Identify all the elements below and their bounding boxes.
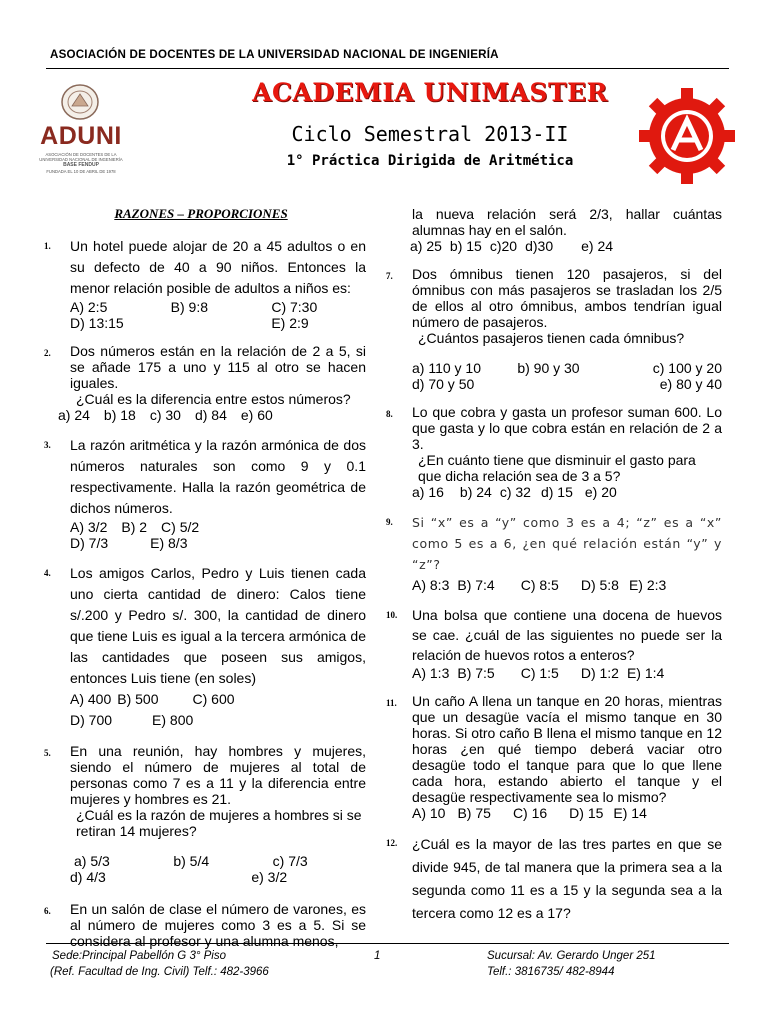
question-prompt: ¿Cuál es la diferencia entre estos números? [76, 391, 351, 407]
options [70, 519, 366, 535]
option: E) 1:4 [626, 665, 665, 681]
question-prompt: ¿Cuál es la razón de mujeres a hombres si se retiran 14 mujeres? [76, 807, 362, 839]
option: E) 2:3 [628, 577, 667, 593]
question-text: Una bolsa que contiene una docena de huevos se cae. ¿cuál de las siguientes no puede ser la relación de huevos rotos a enteros? [412, 607, 722, 663]
gear-logo-icon [637, 86, 737, 186]
option: A) 8:3 [412, 577, 450, 593]
question-text: Dos ómnibus tienen 120 pasajeros, si del ómnibus con más pasajeros se trasladan los 2/5 de ellos al otro ómnibus, ambos tendrían igual número de pasajeros. [412, 266, 722, 330]
option: b) 24 [459, 484, 492, 500]
option: A) 1:3 [412, 665, 450, 681]
section-title: RAZONES – PROPORCIONES [114, 206, 288, 221]
option: c) 32 [499, 484, 531, 500]
footer-divider [46, 943, 729, 944]
option: A) 10 [412, 805, 446, 821]
question-text: Si “x” es a “y” como 3 es a 4; “z” es a “x” como 5 es a 6, ¿en qué relación están “y” y “z”? [412, 515, 722, 572]
question-7 [378, 266, 722, 392]
options [70, 689, 366, 710]
option: b) 5/4 [173, 853, 210, 869]
question-3 [36, 435, 366, 551]
question-10 [378, 605, 722, 681]
question-text: Lo que cobra y gasta un profesor suman 600. Lo que gasta y lo que cobra están en relación de 2 a 3. [412, 404, 722, 452]
option: E) 2:9 [271, 315, 309, 331]
question-text: Los amigos Carlos, Pedro y Luis tienen cada uno cierta cantidad de dinero: Calos tiene s/.200 y Pedro s/. 300, la cantidad de dinero que tiene Luis es igual a la tercera armónica de las cantidades que poseen sus amigos, entonces Luis tiene (en soles) [70, 565, 366, 686]
question-number: 5. [44, 748, 51, 758]
option: e) 24 [581, 238, 614, 254]
option: b) 15 [449, 238, 482, 254]
options [412, 360, 722, 376]
question-4 [36, 563, 366, 731]
seal-icon [58, 82, 102, 122]
question-6 [36, 901, 366, 949]
option: A) 400 [70, 691, 112, 707]
question-text: Un caño A llena un tanque en 20 horas, mientras que un desagüe vacía el mismo tanque en 30 horas. Si otro caño B llena el mismo tanque en 12 horas ¿en qué tiempo deberá vaciar otro desagüe todo el tanque para que lo que llene cada hora, estando abierto el tanque y el desagüe respectivamente sea lo mismo? [412, 693, 722, 805]
question-number: 2. [44, 348, 51, 358]
option: C) 1:5 [520, 665, 559, 681]
question-6-continued [378, 206, 722, 254]
option: a) 24 [58, 407, 90, 423]
option: D) 13:15 [70, 315, 124, 331]
option: C) 7:30 [271, 299, 318, 315]
question-number: 4. [44, 568, 51, 578]
option: C) 8:5 [520, 577, 559, 593]
option: A) 2:5 [70, 299, 108, 315]
question-11 [378, 693, 722, 821]
question-text: Dos números están en la relación de 2 a 5, si se añade 175 a uno y 115 al otro se hacen iguales. [70, 343, 366, 391]
question-number: 12. [386, 838, 398, 848]
aduni-subtitle-2: UNIVERSIDAD NACIONAL DE INGENIERÍA [39, 157, 123, 162]
footer-phone-right: Telf.: 3816735/ 482-8944 [487, 966, 615, 978]
practice-title: 1° Práctica Dirigida de Aritmética [286, 153, 574, 169]
option: d) 15 [540, 484, 573, 500]
option: a) 5/3 [74, 853, 110, 869]
question-number: 9. [386, 517, 393, 527]
footer-address-left: Sede:Principal Pabellón G 3° Piso [52, 950, 227, 962]
option: E) 800 [152, 712, 194, 728]
association-name: ASOCIACIÓN DE DOCENTES DE LA UNIVERSIDAD NACIONAL DE INGENIERÍA [50, 48, 499, 61]
question-8 [378, 404, 722, 500]
aduni-subtitle-4: FUNDADA EL 10 DE ABRIL DE 1978 [46, 169, 116, 174]
options [70, 869, 366, 885]
footer-phone-left: (Ref. Facultad de Ing. Civil) Telf.: 482-3966 [50, 966, 269, 978]
question-12 [378, 833, 722, 925]
option: E) 14 [613, 805, 647, 821]
options [412, 665, 722, 681]
option: C) 5/2 [161, 519, 200, 535]
option: C) 600 [192, 691, 235, 707]
question-text: En un salón de clase el número de varones, es al número de mujeres como 3 es a 5. Si se considera al profesor y una alumna menos, [70, 901, 366, 949]
option: a) 25 [410, 238, 442, 254]
question-number: 11. [386, 698, 397, 708]
option: a) 16 [412, 484, 444, 500]
option: D) 5:8 [580, 577, 619, 593]
option: C) 16 [512, 805, 548, 821]
option: b) 90 y 30 [517, 360, 580, 376]
option: d)30 [525, 238, 554, 254]
options [412, 805, 722, 821]
question-number: 1. [44, 241, 51, 251]
left-column [36, 206, 366, 961]
question-text: Un hotel puede alojar de 20 a 45 adultos o en su defecto de 40 a 90 niños. Entonces la menor relación posible de adultos a niños es: [70, 238, 366, 296]
academy-title: ACADEMIA UNIMASTER [252, 78, 608, 107]
options [70, 299, 366, 331]
options [410, 238, 722, 254]
option: D) 15 [569, 805, 604, 821]
question-5 [36, 743, 366, 885]
option: d) 84 [194, 407, 227, 423]
option: D) 7/3 [70, 535, 109, 551]
option: B) 75 [457, 805, 491, 821]
question-2 [36, 343, 366, 423]
aduni-subtitle-3: BASE FENDUP [63, 162, 99, 168]
option: c) 100 y 20 [652, 360, 722, 376]
options [58, 407, 366, 423]
question-number: 3. [44, 440, 51, 450]
option: c)20 [489, 238, 518, 254]
option: c) 7/3 [272, 853, 308, 869]
option: e) 20 [584, 484, 617, 500]
footer-address-right: Sucursal: Av. Gerardo Unger 251 [487, 950, 656, 962]
question-text: la nueva relación será 2/3, hallar cuántas alumnas hay en el salón. [412, 206, 722, 238]
options [70, 535, 366, 551]
option: B) 9:8 [170, 299, 209, 315]
aduni-logo [32, 82, 130, 177]
question-number: 7. [386, 271, 393, 281]
options [412, 577, 722, 593]
header-divider [46, 68, 729, 69]
option: e) 3/2 [251, 869, 288, 885]
question-prompt: ¿En cuánto tiene que disminuir el gasto para que dicha relación sea de 3 a 5? [418, 452, 696, 484]
option: a) 110 y 10 [412, 360, 482, 376]
options [412, 484, 722, 500]
cycle-title: Ciclo Semestral 2013-II [291, 122, 569, 146]
question-text: ¿Cuál es la mayor de las tres partes en que se divide 945, de tal manera que la primera sea a la segunda como 11 es a 15 y la segunda sea a la tercera como 12 es a 17? [412, 836, 722, 921]
question-text: La razón aritmética y la razón armónica de dos números naturales son como 9 y 0.1 respectivamente. Halla la razón geométrica de dichos números. [70, 437, 366, 516]
option: E) 8/3 [150, 535, 188, 551]
option: A) 3/2 [70, 519, 108, 535]
option: d) 4/3 [70, 869, 106, 885]
option: e) 60 [240, 407, 273, 423]
aduni-wordmark: ADUNI [40, 122, 122, 150]
option: B) 7:5 [457, 665, 495, 681]
option: c) 30 [149, 407, 181, 423]
question-number: 8. [386, 409, 393, 419]
option: B) 7:4 [457, 577, 495, 593]
question-text: En una reunión, hay hombres y mujeres, siendo el número de mujeres al total de personas como 7 es a 11 y la diferencia entre mujeres y hombres es 21. [70, 743, 366, 807]
option: B) 2 [121, 519, 148, 535]
option: D) 700 [70, 712, 113, 728]
question-number: 6. [44, 906, 51, 916]
question-prompt: ¿Cuántos pasajeros tienen cada ómnibus? [418, 330, 685, 346]
option: B) 500 [117, 691, 159, 707]
option: d) 70 y 50 [412, 376, 475, 392]
question-number: 10. [386, 610, 398, 620]
option: D) 1:2 [580, 665, 619, 681]
options [412, 376, 722, 392]
aduni-subtitle-1: ASOCIACIÓN DE DOCENTES DE LA [45, 152, 117, 157]
option: e) 80 y 40 [659, 376, 722, 392]
options [70, 710, 366, 731]
option: b) 18 [103, 407, 136, 423]
question-1 [36, 236, 366, 331]
right-column [378, 206, 722, 937]
page-number: 1 [374, 950, 381, 962]
options [70, 853, 366, 869]
question-9 [378, 512, 722, 593]
